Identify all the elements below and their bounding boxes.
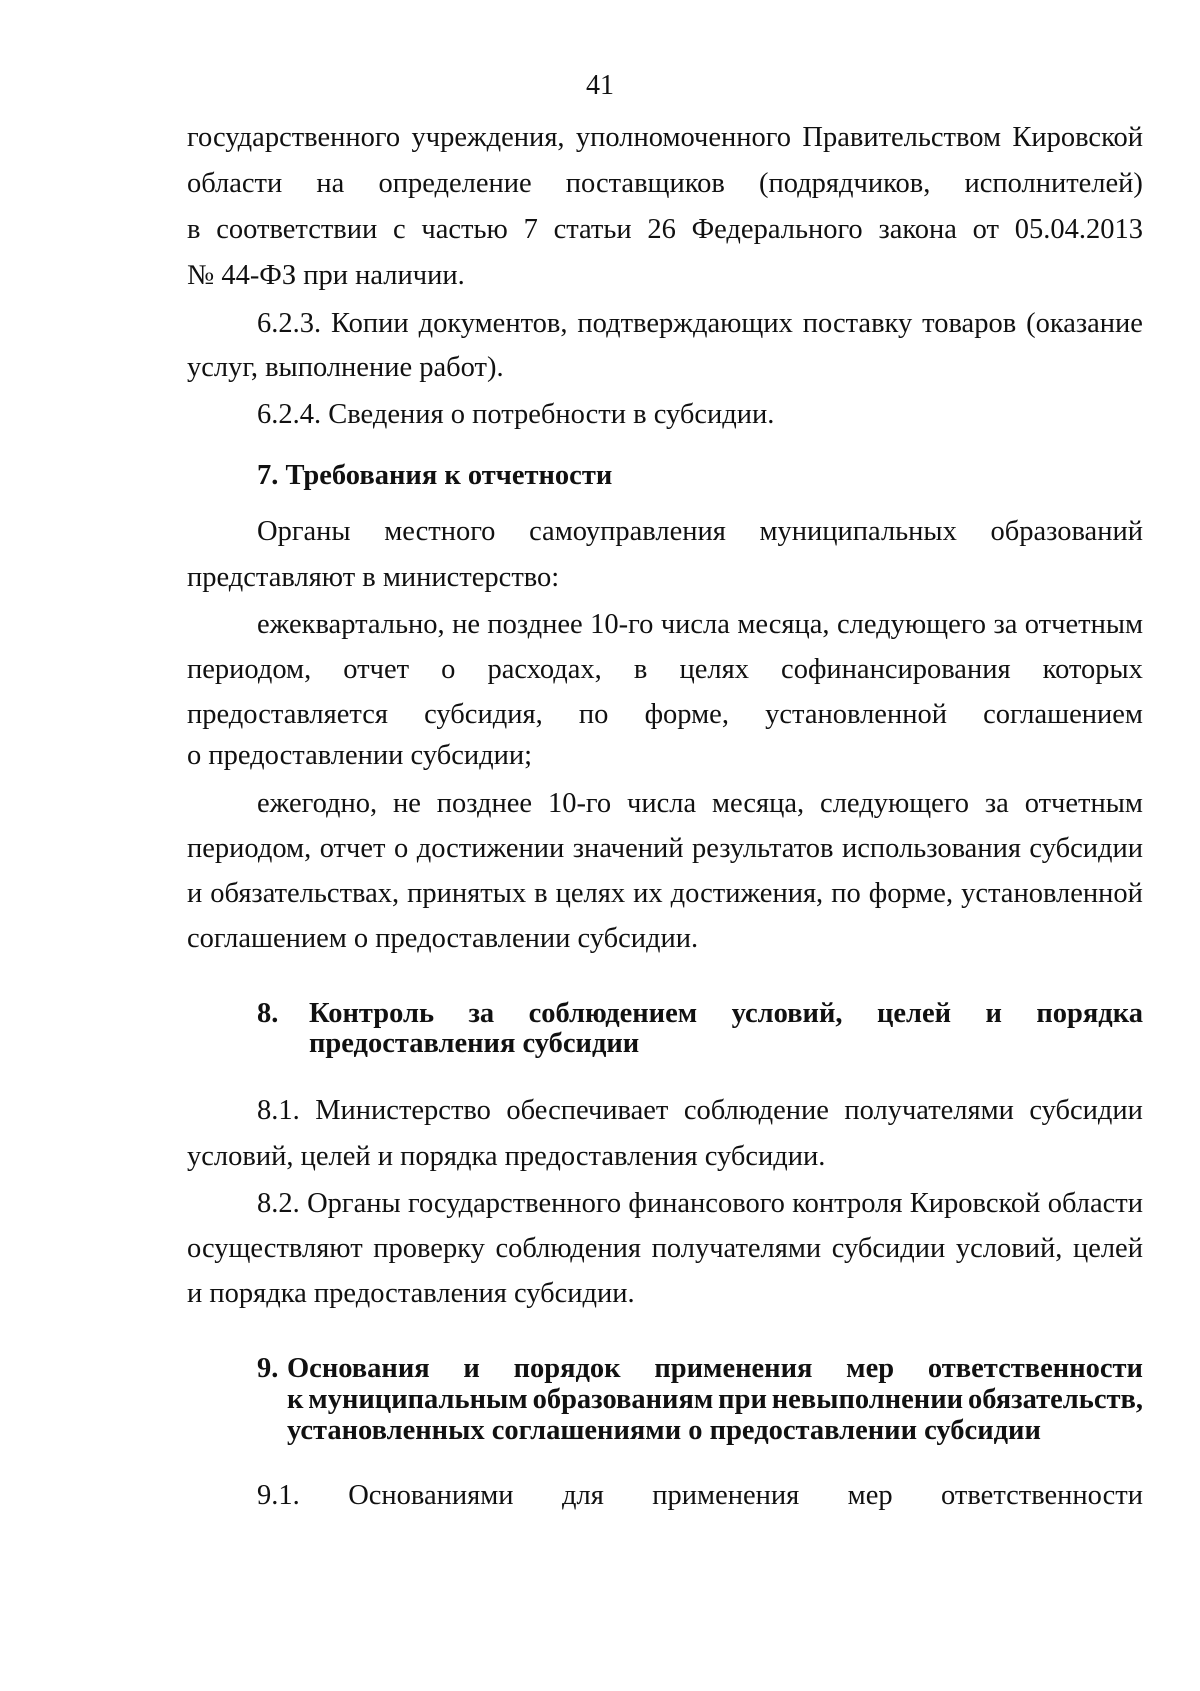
word: целях [555, 878, 626, 909]
word: ответственности [927, 1353, 1143, 1384]
section-heading [187, 1352, 1143, 1448]
word: государственного [187, 122, 401, 153]
word: соответствии [216, 214, 378, 245]
word: контроля [792, 1188, 903, 1219]
word: Министерство [315, 1095, 491, 1126]
word: для [562, 1480, 604, 1511]
word: и [463, 1353, 480, 1384]
paragraph-line [187, 652, 1143, 688]
word: в [187, 214, 201, 245]
word: (подрядчиков, [758, 168, 931, 199]
paragraph-line: о предоставлении субсидии; [187, 740, 533, 771]
word: о [441, 654, 456, 685]
section-heading [187, 997, 1143, 1061]
word: в [633, 654, 648, 685]
word: порядка [1036, 998, 1143, 1029]
word: позднее [436, 788, 533, 819]
word: на [316, 168, 345, 199]
word: целей [876, 998, 952, 1029]
word: числа [660, 609, 730, 640]
word: 05.04.2013 [1014, 214, 1143, 245]
word: частью [421, 214, 508, 245]
word: применения [652, 1480, 800, 1511]
paragraph-line [187, 306, 1143, 342]
word: результатов [691, 833, 834, 864]
word: периодом, [187, 833, 312, 864]
paragraph-line [187, 607, 1143, 643]
word: отчет [343, 654, 410, 685]
word: форме, [644, 699, 729, 730]
word: подтверждающих [577, 308, 793, 339]
word: 8.2. [257, 1188, 300, 1219]
word: субсидия, [424, 699, 543, 730]
word: Органы [257, 516, 351, 547]
word: товаров [922, 308, 1017, 339]
word: ответственности [941, 1480, 1143, 1511]
word: мер [847, 1480, 893, 1511]
paragraph-line [187, 514, 1143, 550]
word: обязательствах, [210, 878, 400, 909]
word: соблюдением [528, 998, 698, 1029]
word: с [393, 214, 406, 245]
page-number: 41 [586, 70, 614, 101]
word: учреждения, [411, 122, 565, 153]
word: Основаниями [348, 1480, 514, 1511]
word: Контроль [309, 998, 435, 1029]
word: следующего [820, 788, 970, 819]
section-heading-text [309, 997, 1143, 1061]
word: (оказание [1026, 308, 1143, 339]
paragraph-line: и порядка предоставления субсидии. [187, 1278, 635, 1309]
word: применения [654, 1353, 813, 1384]
paragraph-line [187, 166, 1143, 202]
word: ежеквартально, [257, 609, 445, 640]
word: от [972, 214, 999, 245]
word: государственного [407, 1188, 622, 1219]
word: 8.1. [257, 1095, 300, 1126]
word: получателями [844, 1095, 1014, 1126]
paragraph-line [187, 1231, 1143, 1267]
word: значений [572, 833, 684, 864]
section-heading: 7. Требования к отчетности [257, 460, 613, 491]
word: Правительством [802, 122, 1001, 153]
document-body [187, 120, 1143, 1514]
word: установленной [765, 699, 947, 730]
word: их [633, 878, 663, 909]
word: и [187, 878, 203, 909]
paragraph-line [187, 1093, 1143, 1129]
word: субсидии [1029, 833, 1143, 864]
word: следующего [836, 609, 986, 640]
word: образований [990, 516, 1143, 547]
word: целей [1072, 1233, 1143, 1264]
word: соглашением [983, 699, 1143, 730]
word: Основания [287, 1353, 430, 1384]
paragraph-line [187, 120, 1143, 156]
word: в [534, 878, 548, 909]
word: муниципальным [308, 1384, 528, 1415]
word: 9.1. [257, 1480, 300, 1511]
word: установленной [961, 878, 1143, 909]
word: отчетным [1024, 609, 1143, 640]
word: о [393, 833, 409, 864]
heading-line [309, 997, 1143, 1031]
word: условий, [731, 998, 843, 1029]
word: по [831, 878, 861, 909]
paragraph-line: соглашением о предоставлении субсидии. [187, 923, 699, 954]
word: Кировской [909, 1188, 1041, 1219]
word: которых [1042, 654, 1143, 685]
paragraph-line [187, 786, 1143, 822]
word: за [468, 998, 495, 1029]
word: Федерального [691, 214, 863, 245]
word: 26 [647, 214, 676, 245]
word: достижении [416, 833, 565, 864]
word: проверку [373, 1233, 485, 1264]
word: за [993, 609, 1018, 640]
word: мер [846, 1353, 895, 1384]
heading-line: установленных соглашениями о предоставлении субсидии [287, 1415, 1041, 1446]
word: Органы [307, 1188, 401, 1219]
word: соблюдение [683, 1095, 829, 1126]
word: периодом, [187, 654, 312, 685]
word: обеспечивает [506, 1095, 669, 1126]
word: субсидии [831, 1233, 946, 1264]
word: определение [378, 168, 532, 199]
word: достижения, [670, 878, 824, 909]
word: предоставляется [187, 699, 388, 730]
paragraph-line: № 44-ФЗ при наличии. [187, 260, 465, 291]
paragraph-line [187, 212, 1143, 248]
word: образованиям [532, 1384, 714, 1415]
word: числа [627, 788, 697, 819]
word: 7 [523, 214, 538, 245]
word: невыполнении [771, 1384, 964, 1415]
section-number: 9. [257, 1353, 279, 1384]
word: позднее [487, 609, 583, 640]
word: закона [878, 214, 957, 245]
paragraph-line [187, 697, 1143, 733]
word: к [287, 1384, 304, 1415]
word: софинансирования [781, 654, 1011, 685]
word: 10-го [547, 788, 612, 819]
word: 10-го [590, 609, 654, 640]
word: осуществляют [187, 1233, 363, 1264]
word: области [187, 168, 283, 199]
paragraph-line: 6.2.4. Сведения о потребности в субсидии. [257, 399, 775, 430]
word: финансового [628, 1188, 785, 1219]
word: принятых [407, 878, 527, 909]
word: субсидии [1029, 1095, 1143, 1126]
word: расходах, [487, 654, 602, 685]
word: поставку [802, 308, 913, 339]
word: не [452, 609, 480, 640]
paragraph-line: услуг, выполнение работ). [187, 352, 504, 383]
word: статьи [553, 214, 632, 245]
word: Копии [331, 308, 409, 339]
word: соблюдения [495, 1233, 642, 1264]
word: поставщиков [565, 168, 725, 199]
word: за [984, 788, 1009, 819]
word: месяца, [737, 609, 830, 640]
word: порядок [513, 1353, 621, 1384]
word: при [718, 1384, 767, 1415]
word: Кировской [1012, 122, 1143, 153]
word: целях [679, 654, 749, 685]
word: уполномоченного [575, 122, 791, 153]
section-heading-text [287, 1352, 1143, 1448]
word: и [985, 998, 1002, 1029]
paragraph-line: условий, целей и порядка предоставления субсидии. [187, 1141, 826, 1172]
word: форме, [868, 878, 954, 909]
paragraph-line [187, 876, 1143, 912]
word: муниципальных [759, 516, 957, 547]
word: документов, [418, 308, 568, 339]
word: использования [842, 833, 1021, 864]
word: не [393, 788, 421, 819]
word: отчет [319, 833, 386, 864]
word: отчетным [1024, 788, 1143, 819]
heading-line: предоставления субсидии [309, 1028, 640, 1059]
word: условий, [955, 1233, 1063, 1264]
word: 6.2.3. [257, 308, 322, 339]
word: получателями [651, 1233, 822, 1264]
section-number: 8. [257, 998, 279, 1029]
word: по [578, 699, 609, 730]
word: области [1047, 1188, 1143, 1219]
heading-line [287, 1352, 1143, 1386]
paragraph-line: представляют в министерство: [187, 562, 560, 593]
word: обязательств, [967, 1384, 1143, 1415]
heading-line [287, 1383, 1143, 1417]
word: местного [384, 516, 496, 547]
word: исполнителей) [964, 168, 1143, 199]
word: самоуправления [529, 516, 726, 547]
paragraph-line [187, 1478, 1143, 1514]
word: месяца, [712, 788, 805, 819]
paragraph-line [187, 1186, 1143, 1222]
word: ежегодно, [257, 788, 378, 819]
paragraph-line [187, 831, 1143, 867]
